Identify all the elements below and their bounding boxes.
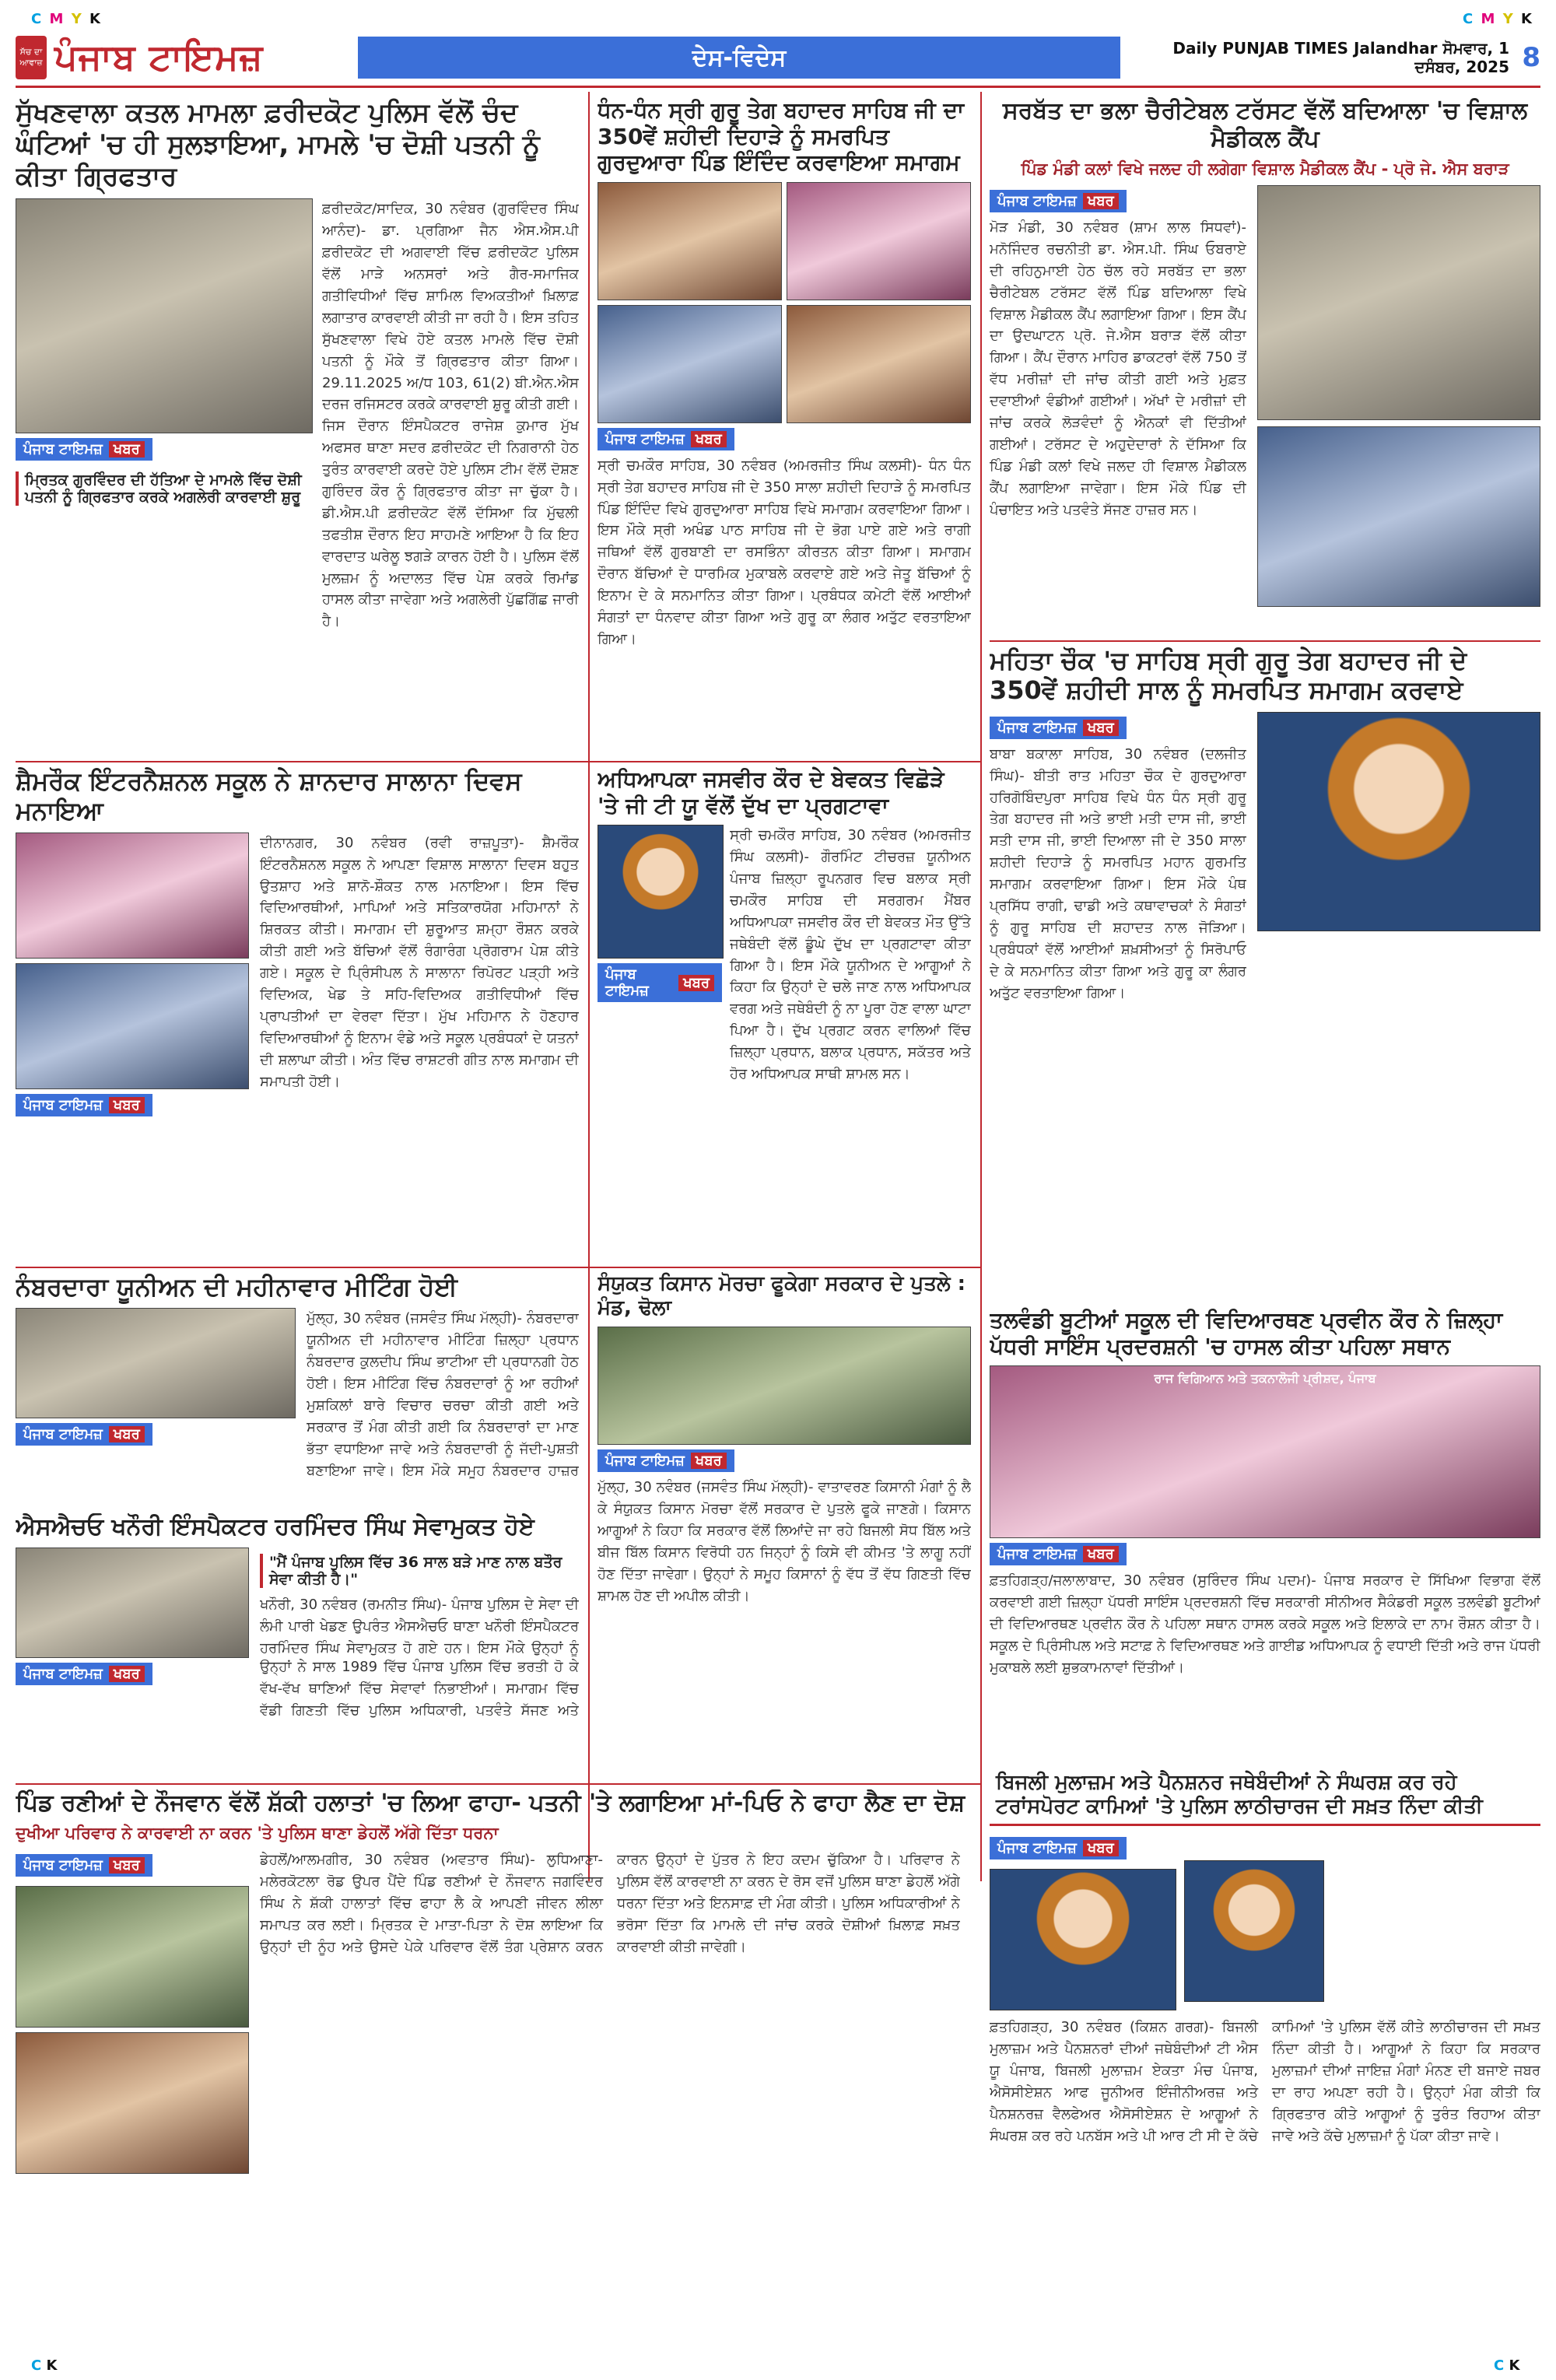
headline: ਐਸਐਚਓ ਖਨੌਰੀ ਇੰਸਪੈਕਟਰ ਹਰਮਿੰਦਰ ਸਿੰਘ ਸੇਵਾਮੁਕਤ ਹੋਏ — [16, 1513, 534, 1541]
headline: ਸ਼ੈਮਰੌਕ ਇੰਟਰਨੈਸ਼ਨਲ ਸਕੂਲ ਨੇ ਸ਼ਾਨਦਾਰ ਸਾਲਾਨਾ ਦਿਵਸ ਮਨਾਇਆ — [16, 766, 522, 826]
masthead — [16, 30, 1540, 88]
byline — [598, 963, 722, 1002]
byline-source: ਪੰਜਾਬ ਟਾਇਮਜ਼ — [605, 1453, 685, 1470]
byline-tag: ਖਬਰ — [109, 1426, 145, 1442]
byline-source: ਪੰਜਾਬ ਟਾਇਮਜ਼ — [605, 966, 649, 1000]
byline-tag: ਖਬਰ — [109, 1097, 145, 1113]
article-body: ਫ਼ਤਹਿਗੜ੍ਹ/ਜਲਾਲਾਬਾਦ, 30 ਨਵੰਬਰ (ਸੁਰਿੰਦਰ ਸਿੰਘ ਪਦਮ)- ਪੰਜਾਬ ਸਰਕਾਰ ਦੇ ਸਿੱਖਿਆ ਵਿਭਾਗ ਵੱਲੋਂ ਕਰਵਾਈ ਗਈ ਜ਼ਿਲ੍ਹਾ ਪੱਧਰੀ ਸਾਇੰਸ ਪ੍ਰਦਰਸ਼ਨੀ ਵਿੱਚ ਸਰਕਾਰੀ ਸੀਨੀਅਰ ਸੈਕੰਡਰੀ ਸਕੂਲ ਤਲਵੰਡੀ ਬੂਟੀਆਂ ਦੀ ਵਿਦਿਆਰਥਣ ਪ੍ਰਵੀਨ ਕੌਰ ਨੇ ਪਹਿਲਾ ਸਥਾਨ ਹਾਸਲ ਕਰਕੇ ਸਕੂਲ ਅਤੇ ਇਲਾਕੇ ਦਾ ਨਾਮ ਰੌਸ਼ਨ ਕੀਤਾ ਹੈ। ਸਕੂਲ ਦੇ ਪ੍ਰਿੰਸੀਪਲ ਅਤੇ ਸਟਾਫ਼ ਨੇ ਵਿਦਿਆਰਥਣ ਅਤੇ ਗਾਈਡ ਅਧਿਆਪਕ ਨੂੰ ਵਧਾਈ ਦਿੱਤੀ ਅਤੇ ਰਾਜ ਪੱਧਰੀ ਮੁਕਾਬਲੇ ਲਈ ਸ਼ੁਭਕਾਮਨਾਵਾਂ ਦਿੱਤੀਆਂ। — [990, 1572, 1540, 1676]
dateline: Daily PUNJAB TIMES Jalandhar ਸੋਮਵਾਰ, 1 ਦਸੰਬਰ, 2025 — [1172, 39, 1509, 76]
headline: ਸੰਯੁਕਤ ਕਿਸਾਨ ਮੋਰਚਾ ਫੂਕੇਗਾ ਸਰਕਾਰ ਦੇ ਪੁਤਲੇ : ਮੰਡ, ਢੋਲਾ — [598, 1272, 965, 1320]
byline — [16, 1094, 152, 1116]
byline-tag: ਖਬਰ — [1083, 1546, 1119, 1562]
article-body: ਮੋੜ ਮੰਡੀ, 30 ਨਵੰਬਰ (ਸ਼ਾਮ ਲਾਲ ਸਿਧਵਾਂ)- ਮਨੋਜਿੰਦਰ ਰਚਨੀਤੀ ਡਾ. ਐਸ.ਪੀ. ਸਿੰਘ ਓਬਰਾਏ ਦੀ ਰਹਿਨੁਮਾਈ ਹੇਠ ਚੱਲ ਰਹੇ ਸਰਬੱਤ ਦਾ ਭਲਾ ਚੈਰੀਟੇਬਲ ਟਰੱਸਟ ਵੱਲੋਂ ਪਿੰਡ ਬਦਿਆਲਾ ਵਿਖੇ ਵਿਸ਼ਾਲ ਮੈਡੀਕਲ ਕੈਂਪ ਲਗਾਇਆ ਗਿਆ। ਇਸ ਕੈਂਪ ਦਾ ਉਦਘਾਟਨ ਪ੍ਰੋ. ਜੇ.ਐਸ ਬਰਾੜ ਵੱਲੋਂ ਕੀਤਾ ਗਿਆ। ਕੈਂਪ ਦੌਰਾਨ ਮਾਹਿਰ ਡਾਕਟਰਾਂ ਵੱਲੋਂ 750 ਤੋਂ ਵੱਧ ਮਰੀਜ਼ਾਂ ਦੀ ਜਾਂਚ ਕੀਤੀ ਗਈ ਅਤੇ ਮੁਫ਼ਤ ਦਵਾਈਆਂ ਵੰਡੀਆਂ ਗਈਆਂ। ਅੱਖਾਂ ਦੇ ਮਰੀਜ਼ਾਂ ਦੀ ਜਾਂਚ ਕਰਕੇ ਲੋੜਵੰਦਾਂ ਨੂੰ ਐਨਕਾਂ ਵੀ ਦਿੱਤੀਆਂ ਗਈਆਂ। ਟਰੱਸਟ ਦੇ ਅਹੁਦੇਦਾਰਾਂ ਨੇ ਦੱਸਿਆ ਕਿ ਪਿੰਡ ਮੰਡੀ ਕਲਾਂ ਵਿਖੇ ਜਲਦ ਹੀ ਵਿਸ਼ਾਲ ਮੈਡੀਕਲ ਕੈਂਪ ਲਗਾਇਆ ਜਾਵੇਗਾ। ਇਸ ਮੌਕੇ ਪਿੰਡ ਦੀ ਪੰਚਾਇਤ ਅਤੇ ਪਤਵੰਤੇ ਸੱਜਣ ਹਾਜ਼ਰ ਸਨ। — [990, 219, 1246, 518]
article-school-annual-day — [16, 766, 580, 1264]
headline: ਅਧਿਆਪਕਾ ਜਸਵੀਰ ਕੌਰ ਦੇ ਬੇਵਕਤ ਵਿਛੋੜੇ 'ਤੇ ਜੀ ਟੀ ਯੂ ਵੱਲੋਂ ਦੁੱਖ ਦਾ ਪ੍ਰਗਟਾਵਾ — [598, 766, 944, 818]
samagam-photo-1 — [598, 182, 782, 300]
logo-text: ਪੰਜਾਬ ਟਾਇਮਜ਼ — [54, 36, 264, 78]
byline-source: ਪੰਜਾਬ ਟਾਇਮਜ਼ — [23, 1096, 103, 1113]
reg-c: C — [1494, 2357, 1505, 2374]
article-medical-camp — [990, 97, 1540, 638]
byline-tag: ਖਬਰ — [678, 975, 714, 991]
article-mehta-chowk — [990, 646, 1540, 1299]
article-body: ਦੀਨਾਨਗਰ, 30 ਨਵੰਬਰ (ਰਵੀ ਰਾਜ਼ਪੂਤਾ)- ਸ਼ੈਮਰੌਕ ਇੰਟਰਨੈਸ਼ਨਲ ਸਕੂਲ ਨੇ ਆਪਣਾ ਵਿਸ਼ਾਲ ਸਾਲਾਨਾ ਦਿਵਸ ਬਹੁਤ ਉਤਸ਼ਾਹ ਅਤੇ ਸ਼ਾਨੋ-ਸ਼ੌਕਤ ਨਾਲ ਮਨਾਇਆ। ਇਸ ਵਿੱਚ ਵਿਦਿਆਰਥੀਆਂ, ਮਾਪਿਆਂ ਅਤੇ ਸਤਿਕਾਰਯੋਗ ਮਹਿਮਾਨਾਂ ਨੇ ਸ਼ਿਰਕਤ ਕੀਤੀ। ਸਮਾਗਮ ਦੀ ਸ਼ੁਰੂਆਤ ਸ਼ਮ੍ਹਾ ਰੌਸ਼ਨ ਕਰਕੇ ਕੀਤੀ ਗਈ ਅਤੇ ਬੱਚਿਆਂ ਵੱਲੋਂ ਰੰਗਾਰੰਗ ਪ੍ਰੋਗਰਾਮ ਪੇਸ਼ ਕੀਤੇ ਗਏ। ਸਕੂਲ ਦੇ ਪ੍ਰਿੰਸੀਪਲ ਨੇ ਸਾਲਾਨਾ ਰਿਪੋਰਟ ਪੜ੍ਹੀ ਅਤੇ ਵਿਦਿਅਕ, ਖੇਡ ਤੇ ਸਹਿ-ਵਿਦਿਅਕ ਗਤੀਵਿਧੀਆਂ ਵਿੱਚ ਪ੍ਰਾਪਤੀਆਂ ਦਾ ਵੇਰਵਾ ਦਿੱਤਾ। ਮੁੱਖ ਮਹਿਮਾਨ ਨੇ ਹੋਣਹਾਰ ਵਿਦਿਆਰਥੀਆਂ ਨੂੰ ਇਨਾਮ ਵੰਡੇ ਅਤੇ ਸਕੂਲ ਪ੍ਰਬੰਧਕਾਂ ਦੇ ਯਤਨਾਂ ਦੀ ਸ਼ਲਾਘਾ ਕੀਤੀ। ਅੰਤ ਵਿੱਚ ਰਾਸ਼ਟਰੀ ਗੀਤ ਨਾਲ ਸਮਾਗਮ ਦੀ ਸਮਾਪਤੀ ਹੋਈ। — [260, 834, 579, 1090]
school-photo-2 — [16, 963, 249, 1089]
byline-source: ਪੰਜਾਬ ਟਾਇਮਜ਼ — [997, 719, 1077, 736]
row-separator — [990, 640, 1540, 642]
article-science-exhibition — [990, 1307, 1540, 1758]
newspaper-logo — [16, 32, 342, 83]
byline — [16, 1854, 152, 1877]
byline-tag: ਖਬਰ — [691, 431, 727, 447]
reg-k: K — [1521, 11, 1533, 27]
reg-y: Y — [71, 11, 83, 27]
speaker-photo — [1257, 712, 1540, 931]
article-gurdwara-samagam — [598, 97, 971, 759]
page-number: 8 — [1522, 42, 1540, 73]
article-body: ਖਨੌਰੀ, 30 ਨਵੰਬਰ (ਰਮਨੀਤ ਸਿੰਘ)- ਪੰਜਾਬ ਪੁਲਿਸ ਦੇ ਸੇਵਾ ਦੀ ਲੰਮੀ ਪਾਰੀ ਖੇਡਣ ਉਪਰੰਤ ਐਸਐਚਓ ਥਾਣਾ ਖਨੌਰੀ ਇੰਸਪੈਕਟਰ ਹਰਮਿੰਦਰ ਸਿੰਘ ਸੇਵਾਮੁਕਤ ਹੋ ਗਏ ਹਨ। ਇਸ ਮੌਕੇ ਉਨ੍ਹਾਂ ਨੂੰ — [260, 1597, 579, 1656]
event-banner: ਰਾਜ ਵਿਗਿਆਨ ਅਤੇ ਤਕਨਾਲੋਜੀ ਪ੍ਰੀਸ਼ਦ, ਪੰਜਾਬ — [1154, 1371, 1376, 1386]
article-body: ਮੁੱਲ੍ਹ, 30 ਨਵੰਬਰ (ਜਸਵੰਤ ਸਿੰਘ ਮੱਲ੍ਹੀ)- ਵਾਤਾਵਰਣ ਕਿਸਾਨੀ ਮੰਗਾਂ ਨੂੰ ਲੈ ਕੇ ਸੰਯੁਕਤ ਕਿਸਾਨ ਮੋਰਚਾ ਵੱਲੋਂ ਸਰਕਾਰ ਦੇ ਪੁਤਲੇ ਫੂਕੇ ਜਾਣਗੇ। ਕਿਸਾਨ ਆਗੂਆਂ ਨੇ ਕਿਹਾ ਕਿ ਸਰਕਾਰ ਵੱਲੋਂ ਲਿਆਂਦੇ ਜਾ ਰਹੇ ਬਿਜਲੀ ਸੋਧ ਬਿੱਲ ਅਤੇ ਬੀਜ ਬਿੱਲ ਕਿਸਾਨ ਵਿਰੋਧੀ ਹਨ ਜਿਨ੍ਹਾਂ ਨੂੰ ਕਿਸੇ ਵੀ ਕੀਮਤ 'ਤੇ ਲਾਗੂ ਨਹੀਂ ਹੋਣ ਦਿੱਤਾ ਜਾਵੇਗਾ। ਉਨ੍ਹਾਂ ਨੇ ਸਮੂਹ ਕਿਸਾਨਾਂ ਨੂੰ ਵੱਧ ਤੋਂ ਵੱਧ ਗਿਣਤੀ ਵਿੱਚ ਸ਼ਾਮਲ ਹੋਣ ਦੀ ਅਪੀਲ ਕੀਤੀ। — [598, 1479, 971, 1604]
byline-source: ਪੰਜਾਬ ਟਾਇਮਜ਼ — [997, 1840, 1077, 1857]
byline-tag: ਖਬਰ — [109, 1666, 145, 1682]
reg-m: M — [1481, 11, 1497, 27]
article-body: ਸ੍ਰੀ ਚਮਕੌਰ ਸਾਹਿਬ, 30 ਨਵੰਬਰ (ਅਮਰਜੀਤ ਸਿੰਘ ਕਲਸੀ)- ਧੰਨ ਧੰਨ ਸ੍ਰੀ ਤੇਗ ਬਹਾਦਰ ਸਾਹਿਬ ਜੀ ਦੇ 350 ਸਾਲਾ ਸ਼ਹੀਦੀ ਦਿਹਾੜੇ ਨੂੰ ਸਮਰਪਿਤ ਪਿੰਡ ਇੰਦਿੰਦ ਵਿਖੇ ਗੁਰਦੁਆਰਾ ਸਾਹਿਬ ਵਿਖੇ ਸਮਾਗਮ ਕਰਵਾਇਆ ਗਿਆ। ਇਸ ਮੌਕੇ ਸ੍ਰੀ ਅਖੰਡ ਪਾਠ ਸਾਹਿਬ ਜੀ ਦੇ ਭੋਗ ਪਾਏ ਗਏ ਅਤੇ ਰਾਗੀ ਜਥਿਆਂ ਵੱਲੋਂ ਗੁਰਬਾਣੀ ਦਾ ਰਸਭਿੰਨਾ ਕੀਰਤਨ ਕੀਤਾ ਗਿਆ। ਸਮਾਗਮ ਦੌਰਾਨ ਬੱਚਿਆਂ ਦੇ ਧਾਰਮਿਕ ਮੁਕਾਬਲੇ ਕਰਵਾਏ ਗਏ ਅਤੇ ਜੇਤੂ ਬੱਚਿਆਂ ਨੂੰ ਇਨਾਮ ਦੇ ਕੇ ਸਨਮਾਨਿਤ ਕੀਤਾ ਗਿਆ। ਪ੍ਰਬੰਧਕ ਕਮੇਟੀ ਵੱਲੋਂ ਆਈਆਂ ਸੰਗਤਾਂ ਦਾ ਧੰਨਵਾਦ ਕੀਤਾ ਗਿਆ ਅਤੇ ਗੁਰੂ ਕਾ ਲੰਗਰ ਅਤੁੱਟ ਵਰਤਾਇਆ ਗਿਆ। — [598, 457, 971, 647]
headline: ਪਿੰਡ ਰਣੀਆਂ ਦੇ ਨੌਜਵਾਨ ਵੱਲੋਂ ਸ਼ੱਕੀ ਹਲਾਤਾਂ 'ਚ ਲਿਆ ਫਾਹਾ- ਪਤਨੀ 'ਤੇ ਲਗਾਇਆ ਮਾਂ-ਪਿਓ ਨੇ ਫਾਹਾ ਲੈਣ ਦਾ ਦੋਸ਼ — [16, 1789, 965, 1817]
school-photo-1 — [16, 832, 249, 959]
article-teacher-condolence — [598, 766, 971, 1264]
registration-marks-bottom-right — [1494, 2357, 1519, 2374]
reg-k: K — [46, 2357, 58, 2374]
teacher-portrait — [598, 825, 724, 959]
logo-emblem: ਸੱਚ ਦਾ ਆਵਾਜ਼ — [16, 36, 47, 79]
byline-source: ਪੰਜਾਬ ਟਾਇਮਜ਼ — [997, 193, 1077, 209]
registration-marks-right — [1463, 11, 1533, 27]
article-body: ਫ਼ਰੀਦਕੋਟ/ਸਾਦਿਕ, 30 ਨਵੰਬਰ (ਗੁਰਵਿੰਦਰ ਸਿੰਘ ਆਨੰਦ)- ਡਾ. ਪ੍ਰਗਿਆ ਜੈਨ ਐਸ.ਐਸ.ਪੀ ਫ਼ਰੀਦਕੋਟ ਦੀ ਅਗਵਾਈ ਵਿੱਚ ਫ਼ਰੀਦਕੋਟ ਪੁਲਿਸ ਵੱਲੋਂ ਮਾੜੇ ਅਨਸਰਾਂ ਅਤੇ ਗੈਰ-ਸਮਾਜਿਕ ਗਤੀਵਿਧੀਆਂ ਵਿੱਚ ਸ਼ਾਮਿਲ ਵਿਅਕਤੀਆਂ ਖ਼ਿਲਾਫ਼ ਲਗਾਤਾਰ ਕਾਰਵਾਈ ਕੀਤੀ ਜਾ ਰਹੀ ਹੈ। ਇਸ ਤਹਿਤ ਸੁੱਖਣਵਾਲਾ ਵਿਖੇ ਹੋਏ ਕਤਲ ਮਾਮਲੇ ਵਿੱਚ ਦੋਸ਼ੀ ਪਤਨੀ ਨੂੰ ਮੌਕੇ ਤੋਂ ਗ੍ਰਿਫਤਾਰ ਕੀਤਾ ਗਿਆ। 29.11.2025 ਅ/ਧ 103, 61(2) ਬੀ.ਐਨ.ਐਸ ਦਰਜ ਰਜਿਸਟਰ ਕਰਕੇ ਕਾਰਵਾਈ ਸ਼ੁਰੂ ਕੀਤੀ ਗਈ। ਜਿਸ ਦੌਰਾਨ ਇੰਸਪੈਕਟਰ ਰਾਜੇਸ਼ ਕੁਮਾਰ ਮੁੱਖ ਅਫਸਰ ਥਾਣਾ ਸਦਰ ਫ਼ਰੀਦਕੋਟ ਦੀ ਨਿਗਰਾਨੀ ਹੇਠ ਤੁਰੰਤ ਕਾਰਵਾਈ ਕਰਦੇ ਹੋਏ ਪੁਲਿਸ ਟੀਮ ਵੱਲੋਂ ਦੋਸ਼ਣ ਗੁਰਿੰਦਰ ਕੌਰ ਨੂੰ ਗ੍ਰਿਫਤਾਰ ਕੀਤਾ ਜਾ ਚੁੱਕਾ ਹੈ। ਡੀ.ਐਸ.ਪੀ ਫ਼ਰੀਦਕੋਟ ਵੱਲੋਂ ਦੱਸਿਆ ਕਿ ਮੁੱਢਲੀ ਤਫਤੀਸ਼ ਦੌਰਾਨ ਇਹ ਸਾਹਮਣੇ ਆਇਆ ਹੈ ਕਿ ਇਹ ਵਾਰਦਾਤ ਘਰੇਲੂ ਝਗੜੇ ਕਾਰਨ ਹੋਈ ਹੈ। ਪੁਲਿਸ ਵੱਲੋਂ ਮੁਲਜ਼ਮ ਨੂੰ ਅਦਾਲਤ ਵਿੱਚ ਪੇਸ਼ ਕਰਕੇ ਰਿਮਾਂਡ ਹਾਸਲ ਕੀਤਾ ਜਾਵੇਗਾ ਅਤੇ ਅਗਲੇਰੀ ਪੁੱਛਗਿੱਛ ਜਾਰੀ ਹੈ। — [322, 201, 579, 630]
byline-source: ਪੰਜਾਬ ਟਾਇਮਜ਼ — [997, 1546, 1077, 1563]
leader-portrait-1 — [990, 1869, 1176, 2010]
highlight-box: ਮ੍ਰਿਤਕ ਗੁਰਵਿੰਦਰ ਦੀ ਹੱਤਿਆ ਦੇ ਮਾਮਲੇ ਵਿੱਚ ਦੋਸ਼ੀ ਪਤਨੀ ਨੂੰ ਗ੍ਰਿਫਤਾਰ ਕਰਕੇ ਅਗਲੇਰੀ ਕਾਰਵਾਈ ਸ਼ੁਰੂ — [16, 471, 311, 506]
article-body: ਬਾਬਾ ਬਕਾਲਾ ਸਾਹਿਬ, 30 ਨਵੰਬਰ (ਦਲਜੀਤ ਸਿੰਘ)- ਬੀਤੀ ਰਾਤ ਮਹਿਤਾ ਚੌਕ ਦੇ ਗੁਰਦੁਆਰਾ ਹਰਿਗੋਬਿੰਦਪੁਰਾ ਸਾਹਿਬ ਵਿਖੇ ਧੰਨ ਧੰਨ ਸ੍ਰੀ ਗੁਰੂ ਤੇਗ ਬਹਾਦਰ ਜੀ ਅਤੇ ਭਾਈ ਮਤੀ ਦਾਸ ਜੀ, ਭਾਈ ਸਤੀ ਦਾਸ ਜੀ, ਭਾਈ ਦਿਆਲਾ ਜੀ ਦੇ 350 ਸਾਲਾ ਸ਼ਹੀਦੀ ਦਿਹਾੜੇ ਨੂੰ ਸਮਰਪਿਤ ਮਹਾਨ ਗੁਰਮਤਿ ਸਮਾਗਮ ਕਰਵਾਇਆ ਗਿਆ। ਇਸ ਮੌਕੇ ਪੰਥ ਪ੍ਰਸਿੱਧ ਰਾਗੀ, ਢਾਡੀ ਅਤੇ ਕਥਾਵਾਚਕਾਂ ਨੇ ਸੰਗਤਾਂ ਨੂੰ ਗੁਰੂ ਸਾਹਿਬ ਦੀ ਸ਼ਹਾਦਤ ਨਾਲ ਜੋੜਿਆ। ਪ੍ਰਬੰਧਕਾਂ ਵੱਲੋਂ ਆਈਆਂ ਸ਼ਖ਼ਸੀਅਤਾਂ ਨੂੰ ਸਿਰੋਪਾਓ ਦੇ ਕੇ ਸਨਮਾਨਿਤ ਕੀਤਾ ਗਿਆ ਅਤੇ ਗੁਰੂ ਕਾ ਲੰਗਰ ਅਤੁੱਟ ਵਰਤਾਇਆ ਗਿਆ। — [990, 745, 1246, 1001]
reg-c: C — [31, 2357, 42, 2374]
byline-tag: ਖਬਰ — [109, 441, 145, 457]
headline: ਬਿਜਲੀ ਮੁਲਾਜ਼ਮ ਅਤੇ ਪੈਨਸ਼ਨਰ ਜਥੇਬੰਦੀਆਂ ਨੇ ਸੰਘਰਸ਼ ਕਰ ਰਹੇ ਟਰਾਂਸਪੋਰਟ ਕਾਮਿਆਂ 'ਤੇ ਪੁਲਿਸ ਲਾਠੀਚਾਰਜ ਦੀ ਸਖ਼ਤ ਨਿੰਦਾ ਕੀਤੀ — [990, 1766, 1540, 1826]
row-separator — [16, 1267, 980, 1268]
protest-photo — [16, 2032, 249, 2174]
subheadline: ਪਿੰਡ ਮੰਡੀ ਕਲਾਂ ਵਿਖੇ ਜਲਦ ਹੀ ਲਗੇਗਾ ਵਿਸ਼ਾਲ ਮੈਡੀਕਲ ਕੈਂਪ - ਪ੍ਰੋ ਜੇ. ਐਸ ਬਰਾੜ — [1021, 159, 1509, 178]
medical-camp-photo-2 — [1257, 426, 1540, 607]
column-divider — [588, 92, 590, 1881]
quote: "ਮੈਂ ਪੰਜਾਬ ਪੁਲਿਸ ਵਿੱਚ 36 ਸਾਲ ਬੜੇ ਮਾਣ ਨਾਲ ਬਤੌਰ ਸੇਵਾ ਕੀਤੀ ਹੈ।" — [260, 1554, 579, 1588]
article-numberdar-meeting — [16, 1272, 580, 1505]
science-award-photo — [990, 1365, 1540, 1538]
headline: ਨੰਬਰਦਾਰਾ ਯੂਨੀਅਨ ਦੀ ਮਹੀਨਾਵਾਰ ਮੀਟਿੰਗ ਹੋਈ — [16, 1272, 457, 1302]
article-village-incident — [16, 1789, 980, 2334]
subheadline: ਦੁਖੀਆ ਪਰਿਵਾਰ ਨੇ ਕਾਰਵਾਈ ਨਾ ਕਰਨ 'ਤੇ ਪੁਲਿਸ ਥਾਣਾ ਡੇਹਲੋਂ ਅੱਗੇ ਦਿੱਤਾ ਧਰਨਾ — [16, 1824, 499, 1842]
article-body-2: ਉਨ੍ਹਾਂ ਨੇ ਸਾਲ 1989 ਵਿੱਚ ਪੰਜਾਬ ਪੁਲਿਸ ਵਿੱਚ ਭਰਤੀ ਹੋ ਕੇ ਵੱਖ-ਵੱਖ ਥਾਣਿਆਂ ਵਿੱਚ ਸੇਵਾਵਾਂ ਨਿਭਾਈਆਂ। ਸਮਾਗਮ ਵਿੱਚ ਵੱਡੀ ਗਿਣਤੀ ਵਿੱਚ ਪੁਲਿਸ ਅਧਿਕਾਰੀ, ਪਤਵੰਤੇ ਸੱਜਣ ਅਤੇ — [260, 1659, 579, 1719]
registration-marks-left — [31, 11, 102, 27]
byline-source: ਪੰਜਾਬ ਟਾਇਮਜ਼ — [23, 441, 103, 458]
byline-tag: ਖਬਰ — [109, 1857, 145, 1874]
article-kisan-morcha — [598, 1272, 971, 1700]
leader-portrait-2 — [1184, 1860, 1324, 2002]
byline — [16, 438, 152, 461]
byline-tag: ਖਬਰ — [1083, 1840, 1119, 1856]
byline — [990, 717, 1127, 739]
byline — [598, 428, 734, 450]
byline-tag: ਖਬਰ — [691, 1453, 727, 1469]
article-pensioners-condemn — [990, 1766, 1540, 2342]
police-photo — [16, 198, 313, 433]
medical-camp-photo — [1257, 185, 1540, 420]
headline: ਮਹਿਤਾ ਚੌਕ 'ਚ ਸਾਹਿਬ ਸ੍ਰੀ ਗੁਰੂ ਤੇਗ ਬਹਾਦਰ ਜੀ ਦੇ 350ਵੇਂ ਸ਼ਹੀਦੀ ਸਾਲ ਨੂੰ ਸਮਰਪਿਤ ਸਮਾਗਮ ਕਰਵਾਏ — [990, 646, 1467, 706]
article-body: ਮੁੱਲ੍ਹ, 30 ਨਵੰਬਰ (ਜਸਵੰਤ ਸਿੰਘ ਮੱਲ੍ਹੀ)- ਨੰਬਰਦਾਰਾ ਯੂਨੀਅਨ ਦੀ ਮਹੀਨਾਵਾਰ ਮੀਟਿੰਗ ਜ਼ਿਲ੍ਹਾ ਪ੍ਰਧਾਨ ਨੰਬਰਦਾਰ ਕੁਲਦੀਪ ਸਿੰਘ ਭਾਟੀਆ ਦੀ ਪ੍ਰਧਾਨਗੀ ਹੇਠ ਹੋਈ। ਇਸ ਮੀਟਿੰਗ ਵਿੱਚ ਨੰਬਰਦਾਰਾਂ ਨੂੰ ਆ ਰਹੀਆਂ ਮੁਸ਼ਕਿਲਾਂ ਬਾਰੇ ਵਿਚਾਰ ਚਰਚਾ ਕੀਤੀ ਗਈ ਅਤੇ ਸਰਕਾਰ ਤੋਂ ਮੰਗ ਕੀਤੀ ਗਈ ਕਿ ਨੰਬਰਦਾਰਾਂ ਦਾ ਮਾਣ ਭੱਤਾ ਵਧਾਇਆ ਜਾਵੇ ਅਤੇ ਨੰਬਰਦਾਰੀ ਨੂੰ ਜੱਦੀ-ਪੁਸ਼ਤੀ ਬਣਾਇਆ ਜਾਵੇ। ਇਸ ਮੌਕੇ ਸਮੂਹ ਨੰਬਰਦਾਰ ਹਾਜ਼ਰ — [307, 1310, 579, 1479]
article-body: ਫ਼ਤਹਿਗੜ੍ਹ, 30 ਨਵੰਬਰ (ਕਿਸ਼ਨ ਗਰਗ)- ਬਿਜਲੀ ਮੁਲਾਜ਼ਮ ਅਤੇ ਪੈਨਸ਼ਨਰਾਂ ਦੀਆਂ ਜਥੇਬੰਦੀਆਂ ਟੀ ਐਸ ਯੂ ਪੰਜਾਬ, ਬਿਜਲੀ ਮੁਲਾਜ਼ਮ ਏਕਤਾ ਮੰਚ ਪੰਜਾਬ, ਐਸੋਸੀਏਸ਼ਨ ਆਫ ਜੂਨੀਅਰ ਇੰਜੀਨੀਅਰਜ਼ ਅਤੇ ਪੈਨਸ਼ਨਰਜ਼ ਵੈਲਫੇਅਰ ਐਸੋਸੀਏਸ਼ਨ ਦੇ ਆਗੂਆਂ ਨੇ ਸੰਘਰਸ਼ ਕਰ ਰਹੇ ਪਨਬੱਸ ਅਤੇ ਪੀ ਆਰ ਟੀ ਸੀ ਦੇ ਕੱਚੇ ਕਾਮਿਆਂ 'ਤੇ ਪੁਲਿਸ ਵੱਲੋਂ ਕੀਤੇ ਲਾਠੀਚਾਰਜ ਦੀ ਸਖ਼ਤ ਨਿੰਦਾ ਕੀਤੀ ਹੈ। ਆਗੂਆਂ ਨੇ ਕਿਹਾ ਕਿ ਸਰਕਾਰ ਮੁਲਾਜ਼ਮਾਂ ਦੀਆਂ ਜਾਇਜ਼ ਮੰਗਾਂ ਮੰਨਣ ਦੀ ਬਜਾਏ ਜਬਰ ਦਾ ਰਾਹ ਅਪਣਾ ਰਹੀ ਹੈ। ਉਨ੍ਹਾਂ ਮੰਗ ਕੀਤੀ ਕਿ ਗ੍ਰਿਫਤਾਰ ਕੀਤੇ ਆਗੂਆਂ ਨੂੰ ਤੁਰੰਤ ਰਿਹਾਅ ਕੀਤਾ ਜਾਵੇ ਅਤੇ ਕੱਚੇ ਮੁਲਾਜ਼ਮਾਂ ਨੂੰ ਪੱਕਾ ਕੀਤਾ ਜਾਵੇ। — [990, 2019, 1540, 2144]
byline-tag: ਖਬਰ — [1083, 193, 1119, 209]
retirement-photo — [16, 1548, 249, 1658]
headline: ਸਰਬੱਤ ਦਾ ਭਲਾ ਚੈਰੀਟੇਬਲ ਟਰੱਸਟ ਵੱਲੋਂ ਬਦਿਆਲਾ 'ਚ ਵਿਸ਼ਾਲ ਮੈਡੀਕਲ ਕੈਂਪ — [1002, 97, 1528, 152]
byline — [16, 1423, 152, 1446]
reg-c: C — [1463, 11, 1475, 27]
article-body: ਸ੍ਰੀ ਚਮਕੌਰ ਸਾਹਿਬ, 30 ਨਵੰਬਰ (ਅਮਰਜੀਤ ਸਿੰਘ ਕਲਸੀ)- ਗੌਰਮਿੰਟ ਟੀਚਰਜ਼ ਯੂਨੀਅਨ ਪੰਜਾਬ ਜ਼ਿਲ੍ਹਾ ਰੂਪਨਗਰ ਵਿਚ ਬਲਾਕ ਸ੍ਰੀ ਚਮਕੌਰ ਸਾਹਿਬ ਦੀ ਸਰਗਰਮ ਮੈਂਬਰ ਅਧਿਆਪਕਾ ਜਸਵੀਰ ਕੌਰ ਦੀ ਬੇਵਕਤ ਮੌਤ ਉੱਤੇ ਜਥੇਬੰਦੀ ਵੱਲੋਂ ਡੂੰਘੇ ਦੁੱਖ ਦਾ ਪ੍ਰਗਟਾਵਾ ਕੀਤਾ ਗਿਆ ਹੈ। ਇਸ ਮੌਕੇ ਯੂਨੀਅਨ ਦੇ ਆਗੂਆਂ ਨੇ ਕਿਹਾ ਕਿ ਉਨ੍ਹਾਂ ਦੇ ਚਲੇ ਜਾਣ ਨਾਲ ਅਧਿਆਪਕ ਵਰਗ ਅਤੇ ਜਥੇਬੰਦੀ ਨੂੰ ਨਾ ਪੂਰਾ ਹੋਣ ਵਾਲਾ ਘਾਟਾ ਪਿਆ ਹੈ। ਦੁੱਖ ਪ੍ਰਗਟ ਕਰਨ ਵਾਲਿਆਂ ਵਿੱਚ ਜ਼ਿਲ੍ਹਾ ਪ੍ਰਧਾਨ, ਬਲਾਕ ਪ੍ਰਧਾਨ, ਸਕੱਤਰ ਅਤੇ ਹੋਰ ਅਧਿਆਪਕ ਸਾਥੀ ਸ਼ਾਮਲ ਸਨ। — [730, 827, 971, 1082]
byline — [598, 1449, 734, 1472]
article-sho-retirement — [16, 1513, 580, 1778]
samagam-photo-2 — [787, 182, 971, 300]
reg-k: K — [89, 11, 102, 27]
byline-source: ਪੰਜਾਬ ਟਾਇਮਜ਼ — [23, 1857, 103, 1874]
samagam-photo-4 — [787, 305, 971, 423]
byline-source: ਪੰਜਾਬ ਟਾਇਮਜ਼ — [605, 430, 685, 447]
reg-m: M — [49, 11, 65, 27]
registration-marks-bottom-left — [31, 2357, 57, 2374]
reg-k: K — [1509, 2357, 1520, 2374]
victim-photo — [16, 1886, 249, 2028]
byline — [990, 1543, 1127, 1565]
article-body: ਡੇਹਲੋਂ/ਆਲਮਗੀਰ, 30 ਨਵੰਬਰ (ਅਵਤਾਰ ਸਿੰਘ)- ਲੁਧਿਆਣਾ-ਮਲੇਰਕੋਟਲਾ ਰੋਡ ਉਪਰ ਪੈਂਦੇ ਪਿੰਡ ਰਣੀਆਂ ਦੇ ਨੌਜਵਾਨ ਜਗਵਿੰਦਰ ਸਿੰਘ ਨੇ ਸ਼ੱਕੀ ਹਾਲਾਤਾਂ ਵਿੱਚ ਫਾਹਾ ਲੈ ਕੇ ਆਪਣੀ ਜੀਵਨ ਲੀਲਾ ਸਮਾਪਤ ਕਰ ਲਈ। ਮ੍ਰਿਤਕ ਦੇ ਮਾਤਾ-ਪਿਤਾ ਨੇ ਦੋਸ਼ ਲਾਇਆ ਕਿ ਉਨ੍ਹਾਂ ਦੀ ਨੂੰਹ ਅਤੇ ਉਸਦੇ ਪੇਕੇ ਪਰਿਵਾਰ ਵੱਲੋਂ ਤੰਗ ਪ੍ਰੇਸ਼ਾਨ ਕਰਨ ਕਾਰਨ ਉਨ੍ਹਾਂ ਦੇ ਪੁੱਤਰ ਨੇ ਇਹ ਕਦਮ ਚੁੱਕਿਆ ਹੈ। ਪਰਿਵਾਰ ਨੇ ਪੁਲਿਸ ਵੱਲੋਂ ਕਾਰਵਾਈ ਨਾ ਕਰਨ ਦੇ ਰੋਸ ਵਜੋਂ ਪੁਲਿਸ ਥਾਣਾ ਡੇਹਲੋਂ ਅੱਗੇ ਧਰਨਾ ਦਿੱਤਾ ਅਤੇ ਇਨਸਾਫ਼ ਦੀ ਮੰਗ ਕੀਤੀ। ਪੁਲਿਸ ਅਧਿਕਾਰੀਆਂ ਨੇ ਭਰੋਸਾ ਦਿੱਤਾ ਕਿ ਮਾਮਲੇ ਦੀ ਜਾਂਚ ਕਰਕੇ ਦੋਸ਼ੀਆਂ ਖ਼ਿਲਾਫ਼ ਸਖ਼ਤ ਕਾਰਵਾਈ ਕੀਤੀ ਜਾਵੇਗੀ। — [260, 1852, 960, 1955]
row-separator — [16, 1783, 980, 1785]
kisan-photo — [598, 1327, 971, 1445]
headline: ਤਲਵੰਡੀ ਬੂਟੀਆਂ ਸਕੂਲ ਦੀ ਵਿਦਿਆਰਥਣ ਪ੍ਰਵੀਨ ਕੌਰ ਨੇ ਜ਼ਿਲ੍ਹਾ ਪੱਧਰੀ ਸਾਇੰਸ ਪ੍ਰਦਰਸ਼ਨੀ 'ਚ ਹਾਸਲ ਕੀਤਾ ਪਹਿਲਾ ਸਥਾਨ — [990, 1307, 1503, 1359]
column-divider — [980, 92, 982, 1881]
headline: ਧੰਨ-ਧੰਨ ਸ੍ਰੀ ਗੁਰੂ ਤੇਗ ਬਹਾਦਰ ਸਾਹਿਬ ਜੀ ਦਾ 350ਵੇਂ ਸ਼ਹੀਦੀ ਦਿਹਾੜੇ ਨੂੰ ਸਮਰਪਿਤ ਗੁਰਦੁਆਰਾ ਪਿੰਡ ਇੰਦਿੰਦ ਕਰਵਾਇਆ ਸਮਾਗਮ — [598, 97, 964, 176]
article-faridkot — [16, 97, 580, 759]
reg-c: C — [31, 11, 44, 27]
row-separator — [16, 761, 980, 762]
section-title: ਦੇਸ-ਵਿਦੇਸ — [358, 37, 1120, 79]
meeting-photo — [16, 1308, 296, 1418]
reg-y: Y — [1502, 11, 1515, 27]
samagam-photo-3 — [598, 305, 782, 423]
byline-tag: ਖਬਰ — [1083, 720, 1119, 736]
byline — [990, 1837, 1127, 1859]
headline: ਸੁੱਖਣਵਾਲਾ ਕਤਲ ਮਾਮਲਾ ਫ਼ਰੀਦਕੋਟ ਪੁਲਿਸ ਵੱਲੋਂ ਚੰਦ ਘੰਟਿਆਂ 'ਚ ਹੀ ਸੁਲਝਾਇਆ, ਮਾਮਲੇ 'ਚ ਦੋਸ਼ੀ ਪਤਨੀ ਨੂੰ ਕੀਤਾ ਗ੍ਰਿਫਤਾਰ — [16, 97, 540, 192]
byline-source: ਪੰਜਾਬ ਟਾਇਮਜ਼ — [23, 1426, 103, 1443]
byline — [16, 1663, 152, 1685]
byline — [990, 190, 1127, 212]
byline-source: ਪੰਜਾਬ ਟਾਇਮਜ਼ — [23, 1666, 103, 1682]
